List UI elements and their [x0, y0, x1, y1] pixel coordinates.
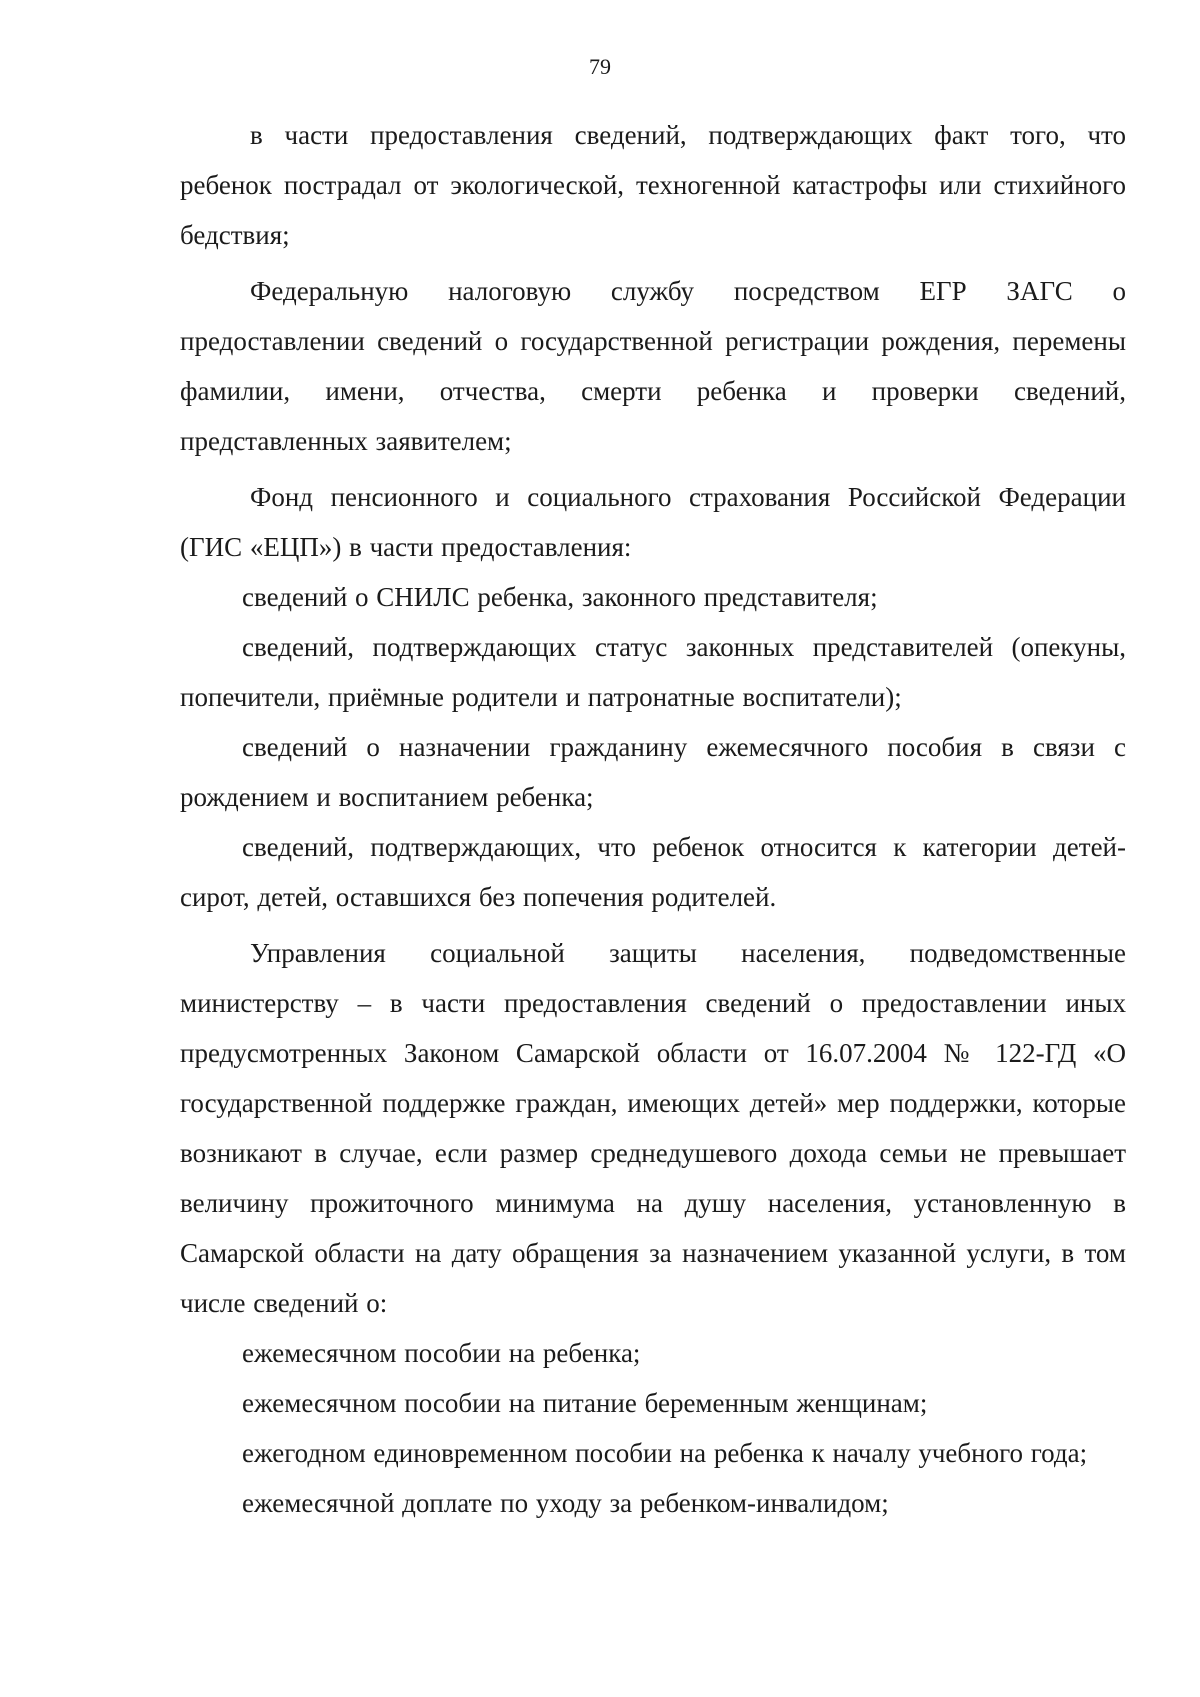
list-item: ежемесячном пособии на питание беременным женщинам; [242, 1388, 928, 1418]
list-item: сведений о назначении гражданину ежемесячного пособия в связи с рождением и воспитанием ребенка; [180, 732, 1126, 812]
paragraph: Управления социальной защиты населения, подведомственные министерству – в части предоставления сведений о предоставлении иных предусмотренных Законом Самарской области от 16.07.2004 № 122-ГД «О государственной поддержке граждан, имеющих детей» мер поддержки, которые возникают в случае, если размер среднедушевого дохода семьи не превышает величину прожиточного минимума на душу населения, установленную в Самарской области на дату обращения за назначением указанной услуги, в том числе сведений о: [180, 938, 1126, 1318]
list-item: сведений, подтверждающих статус законных представителей (опекуны, попечители, приёмные родители и патронатные воспитатели); [180, 632, 1126, 712]
paragraph: Фонд пенсионного и социального страхования Российской Федерации (ГИС «ЕЦП») в части предоставления: [180, 482, 1126, 562]
list-item: сведений, подтверждающих, что ребенок относится к категории детей-сирот, детей, оставшихся без попечения родителей. [180, 832, 1126, 912]
page-number: 79 [589, 54, 611, 79]
list-item: сведений о СНИЛС ребенка, законного представителя; [242, 582, 878, 612]
list-item: ежемесячной доплате по уходу за ребенком-инвалидом; [242, 1488, 889, 1518]
list-item: ежемесячном пособии на ребенка; [242, 1338, 641, 1368]
list-item: ежегодном единовременном пособии на ребенка к началу учебного года; [242, 1438, 1088, 1468]
document-body [180, 110, 1126, 1528]
paragraph: Федеральную налоговую службу посредством ЕГР ЗАГС о предоставлении сведений о государственной регистрации рождения, перемены фамилии, имени, отчества, смерти ребенка и проверки сведений, представленных заявителем; [180, 276, 1126, 456]
paragraph: в части предоставления сведений, подтверждающих факт того, что ребенок пострадал от экологической, техногенной катастрофы или стихийного бедствия; [180, 120, 1126, 250]
